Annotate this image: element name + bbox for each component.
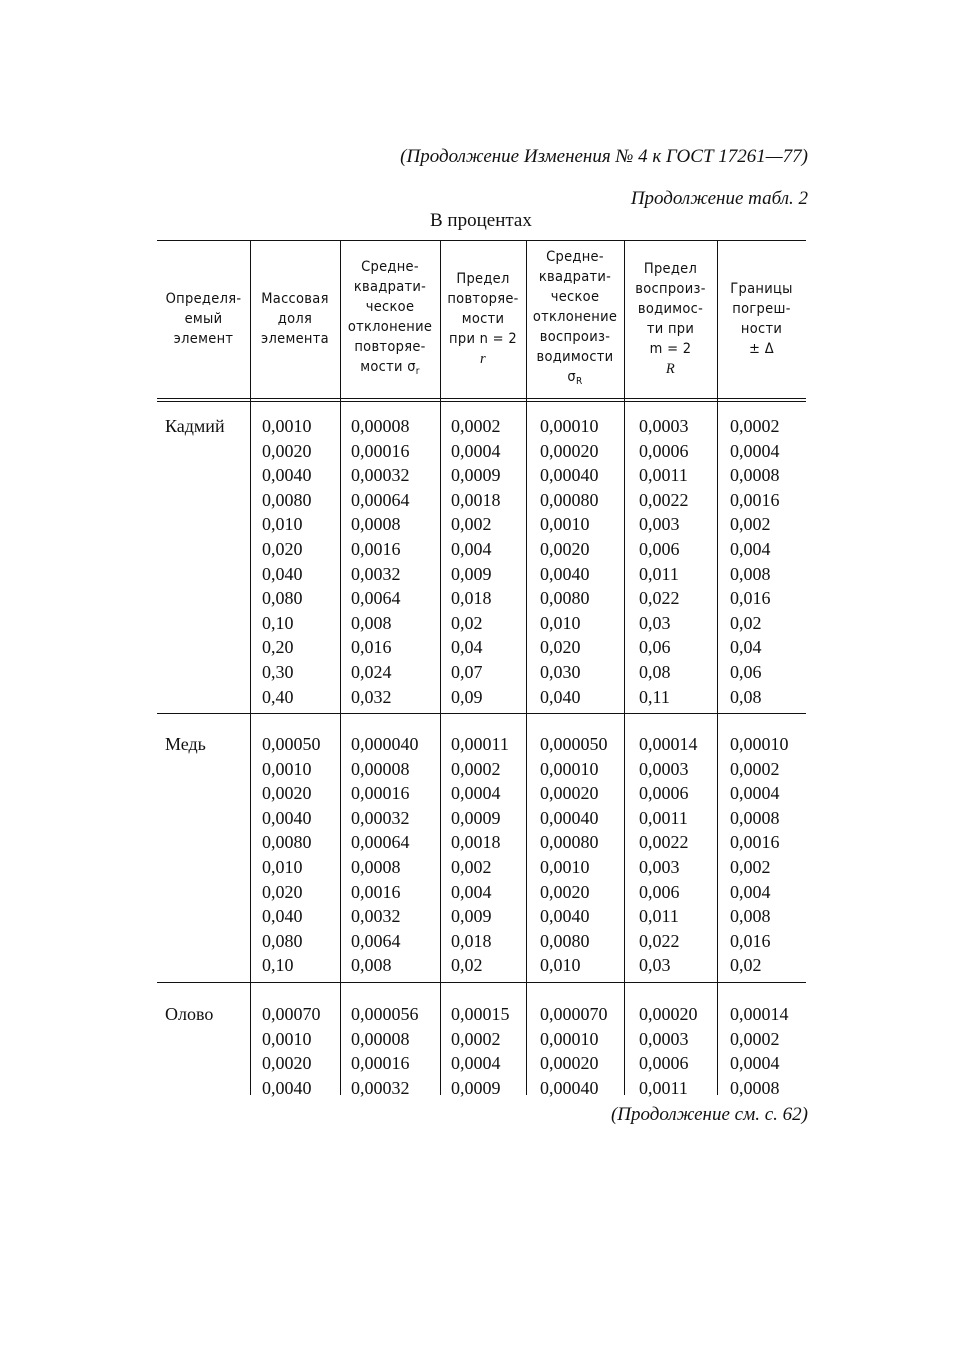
column-header-symbol: мости σ [360, 358, 416, 375]
column-header-line: Предел [456, 271, 510, 287]
table-cell: 0,0011 [639, 465, 688, 486]
table-cell: 0,0004 [730, 440, 780, 461]
table-cell: 0,010 [262, 856, 303, 877]
column-header [252, 240, 338, 398]
table-cell: 0,0009 [451, 465, 501, 486]
table-cell: 0,07 [451, 661, 483, 682]
table-cell: 0,006 [639, 881, 680, 902]
table-cell: 0,003 [639, 514, 680, 535]
column-header-line: квадрати- [353, 278, 427, 295]
table-cell: 0,00011 [451, 734, 509, 754]
value-column [639, 732, 698, 978]
table-cell: 0,20 [262, 637, 294, 658]
table-continuation-label: Продолжение табл. 2 [630, 188, 808, 209]
table-cell: 0,02 [730, 612, 762, 633]
table-cell: 0,008 [730, 906, 771, 927]
table-cell: 0,002 [730, 856, 771, 877]
table-cell: 0,040 [262, 906, 303, 927]
table-cell: 0,00014 [730, 1004, 789, 1024]
table-cell: 0,04 [451, 637, 483, 658]
table-cell: 0,00032 [351, 1077, 410, 1098]
table-cell: 0,0004 [451, 783, 501, 804]
table-cell: 0,0080 [262, 489, 312, 510]
column-header-line: ти при [646, 321, 695, 337]
value-column [351, 732, 419, 978]
column-header-line: ± Δ [749, 341, 774, 357]
table-cell: 0,0011 [639, 1077, 688, 1098]
table-cell: 0,008 [351, 612, 392, 633]
table-cell: 0,04 [730, 637, 762, 658]
table-cell: 0,00020 [540, 783, 599, 804]
value-column [540, 732, 608, 978]
column-header [442, 240, 524, 398]
table-cell: 0,0018 [451, 489, 501, 510]
column-header-line [348, 357, 432, 382]
table-cell: 0,00008 [351, 1028, 410, 1049]
table-cell: 0,00008 [351, 758, 410, 779]
column-header-symbol: σ [567, 368, 576, 385]
table-cell: 0,0016 [351, 538, 401, 559]
element-name: Кадмий [165, 416, 225, 436]
table-cell: 0,0010 [262, 758, 312, 779]
table-cell: 0,080 [262, 588, 303, 609]
column-header-line: элемент [173, 331, 234, 347]
table-cell: 0,06 [639, 637, 671, 658]
column-divider [340, 240, 341, 1095]
table-cell: 0,00010 [540, 1028, 599, 1049]
table-cell: 0,011 [639, 563, 679, 584]
value-column [451, 1002, 510, 1100]
table-cell: 0,00020 [540, 1053, 599, 1074]
table-cell: 0,080 [262, 930, 303, 951]
table-cell: 0,010 [262, 514, 303, 535]
header-bottom-rule [157, 401, 806, 402]
group-separator-rule [157, 982, 806, 983]
units-label: В процентах [430, 210, 532, 231]
column-header [719, 240, 804, 398]
table-cell: 0,00020 [540, 440, 599, 461]
table-cell: 0,0016 [351, 881, 401, 902]
table-cell: 0,0002 [730, 416, 780, 436]
table-cell: 0,0010 [540, 514, 590, 535]
column-header-line: Определя- [165, 291, 242, 307]
table-cell: 0,00040 [540, 1077, 599, 1098]
data-table [157, 240, 806, 1098]
column-header-line: водимос- [637, 301, 704, 317]
table-cell: 0,0002 [730, 758, 780, 779]
table-cell: 0,10 [262, 955, 294, 976]
value-column [540, 1002, 608, 1100]
column-header [626, 240, 715, 398]
table-cell: 0,004 [451, 881, 492, 902]
table-cell: 0,00080 [540, 489, 599, 510]
table-cell: 0,0064 [351, 588, 401, 609]
table-cell: 0,0002 [730, 1028, 780, 1049]
table-cell: 0,032 [351, 686, 392, 707]
table-cell: 0,0002 [451, 1028, 501, 1049]
table-cell: 0,00040 [540, 465, 599, 486]
column-header-subscript: r [415, 365, 420, 377]
group-separator-rule [157, 713, 806, 714]
table-cell: 0,0003 [639, 416, 689, 436]
table-cell: 0,0008 [730, 465, 780, 486]
table-cell: 0,06 [730, 661, 762, 682]
column-header-line: водимости [536, 348, 614, 365]
table-cell: 0,030 [540, 661, 581, 682]
table-cell: 0,0020 [262, 783, 312, 804]
value-column [351, 1002, 419, 1100]
column-header-symbol: r [480, 351, 486, 367]
column-header-line: отклонение [347, 318, 433, 335]
table-cell: 0,040 [262, 563, 303, 584]
table-cell: 0,0004 [451, 1053, 501, 1074]
table-cell: 0,0020 [262, 440, 312, 461]
table-cell: 0,0004 [451, 440, 501, 461]
table-cell: 0,0004 [730, 1053, 780, 1074]
table-cell: 0,000056 [351, 1004, 419, 1024]
table-cell: 0,08 [639, 661, 671, 682]
table-cell: 0,0016 [730, 489, 780, 510]
column-header [528, 240, 622, 398]
value-column [639, 1002, 698, 1100]
table-cell: 0,11 [639, 686, 670, 707]
value-column [451, 732, 509, 978]
column-header-line: Предел [643, 261, 698, 277]
table-cell: 0,00020 [639, 1004, 698, 1024]
document-title: (Продолжение Изменения № 4 к ГОСТ 17261—77) [400, 146, 808, 167]
table-cell: 0,0040 [540, 906, 590, 927]
value-column [262, 414, 312, 709]
value-column [730, 732, 789, 978]
column-header-line: Средне- [361, 258, 419, 275]
table-cell: 0,009 [451, 563, 492, 584]
table-cell: 0,006 [639, 538, 680, 559]
column-header-line: воспроиз- [539, 328, 611, 345]
table-cell: 0,00008 [351, 416, 410, 436]
table-cell: 0,016 [730, 930, 771, 951]
table-cell: 0,040 [540, 686, 581, 707]
table-cell: 0,0022 [639, 489, 689, 510]
table-cell: 0,00015 [451, 1004, 510, 1024]
continuation-footer: (Продолжение см. с. 62) [610, 1104, 808, 1125]
table-cell: 0,020 [540, 637, 581, 658]
table-cell: 0,02 [451, 955, 483, 976]
table-cell: 0,00016 [351, 440, 410, 461]
table-cell: 0,0002 [451, 758, 501, 779]
table-cell: 0,00016 [351, 783, 410, 804]
table-cell: 0,008 [351, 955, 392, 976]
table-cell: 0,0080 [540, 930, 590, 951]
table-cell: 0,00010 [730, 734, 789, 754]
table-cell: 0,018 [451, 588, 492, 609]
table-cell: 0,002 [451, 514, 492, 535]
value-column [262, 732, 321, 978]
table-cell: 0,00014 [639, 734, 698, 754]
value-column [639, 414, 689, 709]
column-header-line: элемента [261, 331, 329, 347]
table-cell: 0,0080 [262, 832, 312, 853]
column-header-line: ческое [550, 288, 600, 305]
table-cell: 0,0006 [639, 1053, 689, 1074]
table-cell: 0,004 [730, 881, 771, 902]
table-cell: 0,0080 [540, 588, 590, 609]
column-header-line: воспроиз- [635, 281, 706, 297]
table-cell: 0,00016 [351, 1053, 410, 1074]
column-divider [717, 240, 718, 1095]
column-header-line: ческое [365, 298, 415, 315]
table-cell: 0,0009 [451, 807, 501, 828]
column-header-line: при n = 2 [449, 331, 517, 347]
column-divider [526, 240, 527, 1095]
column-divider [624, 240, 625, 1095]
header-bottom-rule [157, 398, 806, 399]
table-cell: 0,0006 [639, 440, 689, 461]
column-header-line: повторяе- [354, 338, 426, 355]
table-cell: 0,0008 [351, 514, 401, 535]
column-header-symbol: R [665, 361, 676, 377]
table-cell: 0,0020 [540, 538, 590, 559]
column-header-line: мости [461, 311, 505, 327]
table-cell: 0,0040 [540, 563, 590, 584]
table-cell: 0,022 [639, 930, 680, 951]
table-cell: 0,016 [351, 637, 392, 658]
column-header-line: емый [184, 311, 223, 327]
table-cell: 0,00064 [351, 489, 410, 510]
table-cell: 0,011 [639, 906, 679, 927]
table-cell: 0,0018 [451, 832, 501, 853]
table-cell: 0,0008 [730, 1077, 780, 1098]
table-cell: 0,03 [639, 955, 671, 976]
table-cell: 0,09 [451, 686, 483, 707]
table-cell: 0,024 [351, 661, 392, 682]
value-column [730, 414, 780, 709]
table-cell: 0,0002 [451, 416, 501, 436]
column-header-line: повторяе- [447, 291, 519, 307]
column-header-line: Массовая [261, 291, 329, 307]
column-header-line: квадрати- [538, 268, 612, 285]
column-header-line [533, 367, 617, 392]
table-cell: 0,00032 [351, 807, 410, 828]
column-divider [250, 240, 251, 1095]
table-cell: 0,02 [730, 955, 762, 976]
value-column [730, 1002, 789, 1100]
table-cell: 0,008 [730, 563, 771, 584]
table-cell: 0,0016 [730, 832, 780, 853]
table-cell: 0,0020 [262, 1053, 312, 1074]
table-cell: 0,0032 [351, 563, 401, 584]
column-header-line: m = 2 [649, 341, 692, 357]
table-cell: 0,009 [451, 906, 492, 927]
table-cell: 0,0032 [351, 906, 401, 927]
table-cell: 0,30 [262, 661, 294, 682]
table-cell: 0,10 [262, 612, 294, 633]
column-header [159, 240, 248, 398]
table-cell: 0,00080 [540, 832, 599, 853]
table-cell: 0,020 [262, 538, 303, 559]
table-cell: 0,002 [730, 514, 771, 535]
table-cell: 0,00040 [540, 807, 599, 828]
column-header [342, 240, 438, 398]
element-name: Медь [165, 734, 206, 754]
table-cell: 0,003 [639, 856, 680, 877]
table-cell: 0,02 [451, 612, 483, 633]
table-cell: 0,0010 [540, 856, 590, 877]
table-cell: 0,000040 [351, 734, 419, 754]
table-cell: 0,00010 [540, 416, 599, 436]
table-cell: 0,018 [451, 930, 492, 951]
table-cell: 0,020 [262, 881, 303, 902]
table-cell: 0,0010 [262, 1028, 312, 1049]
table-cell: 0,0022 [639, 832, 689, 853]
table-cell: 0,004 [730, 538, 771, 559]
table-cell: 0,0040 [262, 807, 312, 828]
table-cell: 0,00010 [540, 758, 599, 779]
table-cell: 0,0064 [351, 930, 401, 951]
table-cell: 0,0010 [262, 416, 312, 436]
column-header-line: отклонение [532, 308, 618, 325]
column-header-line: ности [740, 321, 783, 337]
table-cell: 0,08 [730, 686, 762, 707]
column-header-line: доля [277, 311, 313, 327]
table-cell: 0,022 [639, 588, 680, 609]
table-cell: 0,010 [540, 612, 581, 633]
column-divider [440, 240, 441, 1095]
column-header-line: Средне- [546, 248, 604, 265]
table-cell: 0,0040 [262, 465, 312, 486]
table-cell: 0,03 [639, 612, 671, 633]
table-cell: 0,000070 [540, 1004, 608, 1024]
table-cell: 0,0004 [730, 783, 780, 804]
table-cell: 0,0009 [451, 1077, 501, 1098]
table-cell: 0,0008 [730, 807, 780, 828]
table-cell: 0,0006 [639, 783, 689, 804]
table-cell: 0,0020 [540, 881, 590, 902]
table-cell: 0,000050 [540, 734, 608, 754]
table-cell: 0,40 [262, 686, 294, 707]
table-cell: 0,00064 [351, 832, 410, 853]
value-column [351, 414, 410, 709]
table-cell: 0,0011 [639, 807, 688, 828]
table-cell: 0,00070 [262, 1004, 321, 1024]
table-cell: 0,002 [451, 856, 492, 877]
table-cell: 0,00032 [351, 465, 410, 486]
table-cell: 0,0003 [639, 758, 689, 779]
table-cell: 0,0003 [639, 1028, 689, 1049]
table-cell: 0,010 [540, 955, 581, 976]
column-header-line: погреш- [732, 301, 791, 317]
element-name: Олово [165, 1004, 214, 1024]
table-cell: 0,004 [451, 538, 492, 559]
column-header-line: Границы [730, 281, 793, 297]
column-header-subscript: R [576, 375, 583, 387]
table-cell: 0,016 [730, 588, 771, 609]
table-cell: 0,00050 [262, 734, 321, 754]
table-cell: 0,0008 [351, 856, 401, 877]
value-column [540, 414, 599, 709]
table-cell: 0,0040 [262, 1077, 312, 1098]
value-column [451, 414, 501, 709]
value-column [262, 1002, 321, 1100]
